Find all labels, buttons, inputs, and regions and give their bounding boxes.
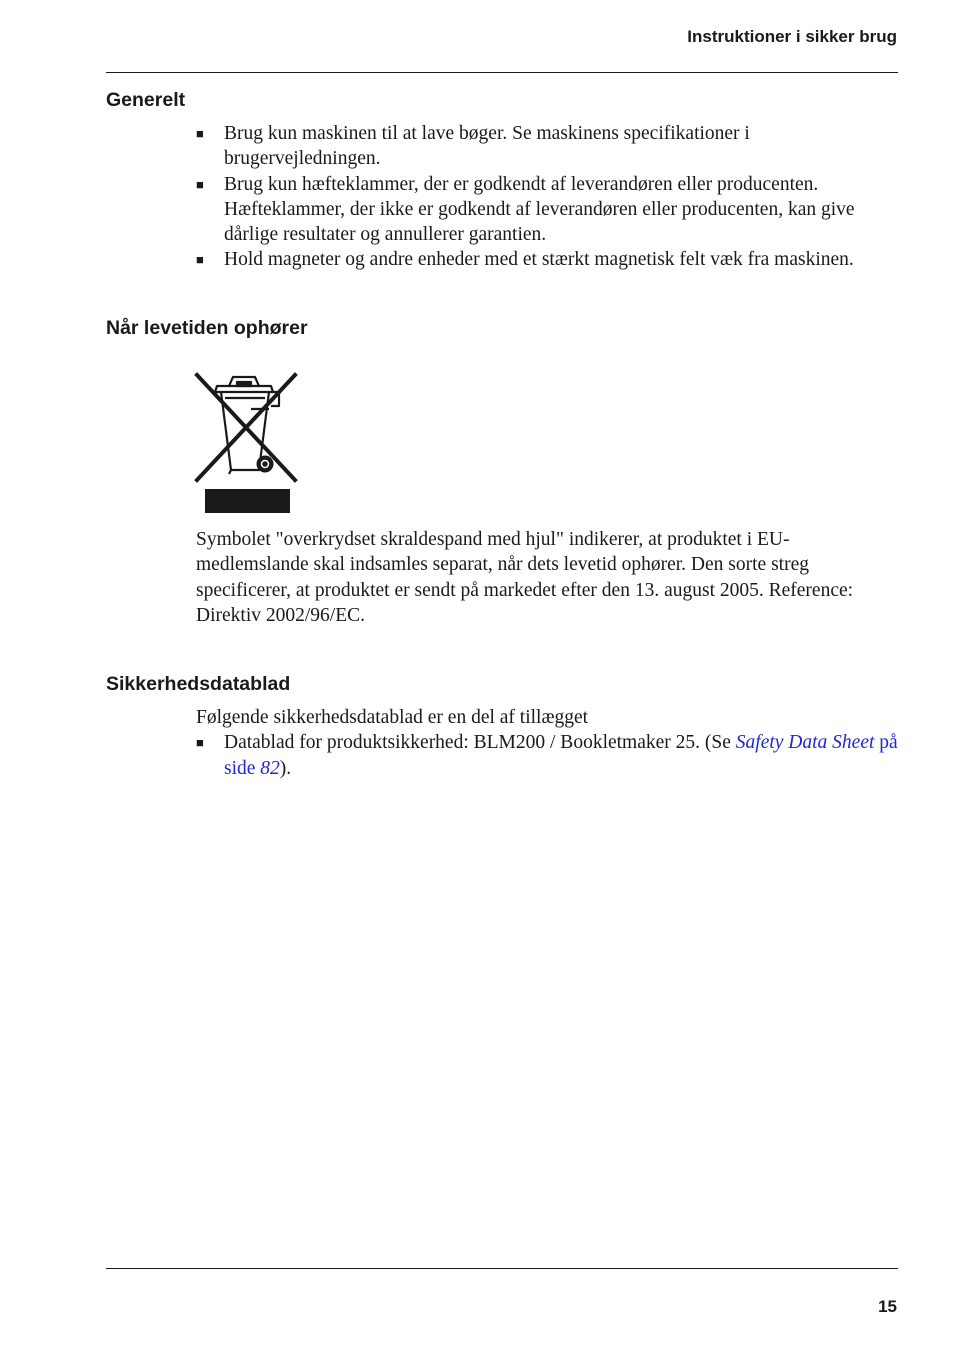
list-item-text: Brug kun maskinen til at lave bøger. Se maskinens specifikationer i brugervejledningen.: [224, 123, 750, 170]
link-mid: på side: [224, 732, 898, 779]
list-item: [196, 172, 900, 248]
crossed-out-wheeled-bin-icon: [193, 370, 299, 515]
list-item: [196, 121, 900, 172]
page-number: 15: [878, 1297, 897, 1316]
weee-description: Symbolet "overkrydset skraldespand med hjul" indikerer, at produktet i EU-medlemslande skal indsamles separat, når dets levetid ophører. Den sorte streg specificerer, at produktet er sendt på markedet efter den 13. august 2005. Reference: Direktiv 2002/96/EC.: [196, 529, 854, 626]
list-item: [196, 247, 900, 272]
link-title: Safety Data Sheet: [735, 732, 875, 754]
bullet-icon: ■: [196, 126, 204, 141]
heading-safety-data: Sikkerhedsdatablad: [106, 673, 291, 695]
header-rule: [106, 72, 898, 73]
bullet-icon: ■: [196, 735, 204, 751]
heading-end-of-life: Når levetiden ophører: [106, 317, 308, 339]
safety-data-bullet-list: [196, 730, 900, 781]
safety-data-section: [196, 705, 900, 781]
list-item-text: Hold magneter og andre enheder med et stærkt magnetisk felt væk fra maskinen.: [224, 249, 854, 271]
link-page: 82: [260, 757, 280, 779]
safety-data-intro: Følgende sikkerhedsdatablad er en del af tillægget: [196, 707, 589, 728]
general-section: [196, 121, 900, 273]
bullet-icon: ■: [196, 252, 204, 268]
footer-rule: [106, 1268, 898, 1269]
list-item-prefix: Datablad for produktsikkerhed: BLM200 / Bookletmaker 25. (Se: [224, 732, 736, 754]
list-item-text: Brug kun hæfteklammer, der er godkendt af leverandøren eller producenten. Hæfteklammer, der ikke er godkendt af leverandøren eller producenten, kan give dårlige resultater og annullerer garantien.: [224, 173, 855, 246]
list-item-suffix: ).: [279, 757, 292, 779]
list-item: [196, 730, 900, 781]
general-bullet-list: [196, 121, 900, 273]
end-of-life-section: [196, 527, 900, 628]
running-header: Instruktioner i sikker brug: [687, 27, 897, 46]
heading-general: Generelt: [106, 89, 186, 111]
bullet-icon: ■: [196, 176, 204, 192]
